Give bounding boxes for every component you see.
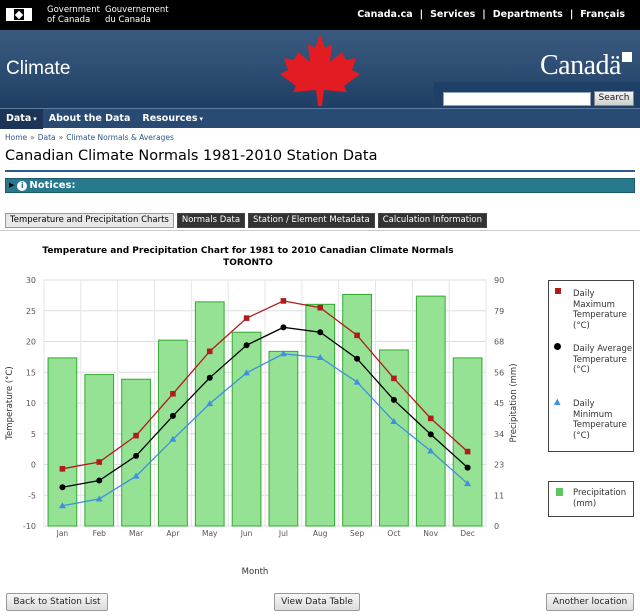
x-axis-label: Month — [241, 567, 269, 577]
breadcrumb-home[interactable]: Home — [5, 133, 28, 142]
precip-bar-nov — [416, 296, 445, 526]
tab-station-element-metadata[interactable]: Station / Element Metadata — [248, 213, 375, 228]
y-left-tick-label: -5 — [28, 491, 36, 501]
y-right-tick-label: 11 — [494, 491, 505, 501]
chart-panel — [0, 230, 640, 590]
main-nav — [0, 108, 640, 128]
y-right-tick-label: 56 — [494, 368, 505, 378]
y-right-tick-label: 0 — [494, 522, 500, 531]
x-tick-label: Sep — [350, 529, 365, 538]
x-tick-label: Dec — [460, 529, 475, 538]
expand-triangle-icon: ▶ — [9, 181, 15, 189]
avg-temp-point-oct — [391, 397, 397, 403]
max-temp-point-dec — [465, 449, 471, 455]
max-temp-point-jan — [60, 466, 66, 472]
government-of-canada-label: Government of Canada — [47, 5, 101, 25]
nav-about-the-data[interactable]: About the Data — [48, 112, 131, 124]
notices-label: Notices: — [29, 180, 76, 191]
avg-temp-point-jul — [280, 324, 286, 330]
y-left-tick-label: -10 — [22, 522, 36, 531]
precipitation-legend — [548, 481, 634, 517]
y-left-tick-label: 20 — [25, 337, 36, 347]
y-right-tick-label: 45 — [494, 399, 505, 408]
precip-bar-sep — [343, 294, 372, 526]
x-tick-label: Mar — [129, 529, 144, 538]
breadcrumb: Home » Data » Climate Normals & Averages — [5, 133, 174, 142]
y-left-tick-label: 25 — [25, 306, 36, 316]
x-tick-label: Jul — [278, 529, 288, 538]
canada-ca-link[interactable]: Canada.ca — [357, 9, 413, 20]
y-right-tick-label: 23 — [494, 460, 505, 470]
precip-bar-apr — [159, 340, 188, 526]
y-right-axis-label: Precipitation (mm) — [509, 363, 519, 443]
tab-strip — [5, 213, 490, 228]
info-icon: i — [17, 181, 27, 191]
another-location-button[interactable]: Another location — [546, 593, 634, 611]
legend-min-temp: Daily Minimum Temperature (°C) — [573, 399, 627, 441]
max-temp-point-aug — [317, 305, 323, 311]
avg-temp-point-apr — [170, 413, 176, 419]
max-temp-point-jun — [244, 315, 250, 321]
legend-precip: Precipitation (mm) — [573, 488, 627, 509]
gouvernement-du-canada-label: Gouvernement du Canada — [105, 5, 169, 25]
canada-wordmark: Canadä — [540, 50, 621, 81]
wordmark-flag-icon — [622, 52, 632, 62]
max-temp-point-may — [207, 349, 213, 355]
breadcrumb-climate-normals[interactable]: Climate Normals & Averages — [66, 133, 174, 142]
precip-bar-mar — [122, 379, 151, 526]
legend-marker-max-icon — [555, 287, 561, 298]
y-right-tick-label: 34 — [494, 429, 505, 439]
avg-temp-point-may — [207, 375, 213, 381]
temperature-legend — [548, 280, 634, 452]
government-bar — [0, 0, 640, 30]
avg-temp-point-dec — [465, 465, 471, 471]
title-divider — [5, 170, 635, 172]
francais-link[interactable]: Français — [580, 9, 625, 20]
precip-bar-jul — [269, 351, 298, 526]
x-tick-label: Oct — [387, 529, 401, 538]
precip-bar-feb — [85, 375, 114, 526]
y-left-tick-label: 10 — [25, 399, 36, 408]
precip-bar-jun — [232, 332, 261, 526]
x-tick-label: Aug — [312, 529, 328, 538]
view-data-table-button[interactable]: View Data Table — [274, 593, 360, 611]
temperature-precipitation-chart — [0, 231, 640, 591]
page-title: Canadian Climate Normals 1981-2010 Station Data — [5, 148, 378, 164]
max-temp-point-sep — [354, 333, 360, 339]
y-left-tick-label: 5 — [30, 429, 36, 439]
top-links: Canada.ca | Services | Departments | Français — [350, 9, 632, 20]
nav-resources[interactable]: Resources ▾ — [142, 112, 204, 124]
chevron-down-icon: ▾ — [199, 114, 204, 123]
legend-marker-avg-icon — [554, 343, 561, 354]
services-link[interactable]: Services — [430, 9, 476, 20]
x-tick-label: Nov — [423, 529, 439, 538]
maple-leaf-icon — [272, 30, 368, 108]
notices-toggle[interactable] — [5, 178, 635, 193]
x-tick-label: May — [201, 529, 218, 538]
y-left-tick-label: 0 — [30, 460, 36, 470]
y-left-tick-label: 15 — [25, 368, 36, 378]
canada-flag-icon — [6, 8, 32, 21]
tab-normals-data[interactable]: Normals Data — [177, 213, 245, 228]
max-temp-point-oct — [391, 376, 397, 382]
y-right-tick-label: 79 — [494, 306, 505, 316]
chart-subtitle: TORONTO — [223, 258, 273, 268]
chart-title: Temperature and Precipitation Chart for 1981 to 2010 Canadian Climate Normals — [42, 246, 454, 256]
x-tick-label: Jun — [240, 529, 253, 538]
max-temp-point-apr — [170, 391, 176, 397]
avg-temp-point-mar — [133, 453, 139, 459]
legend-avg-temp: Daily Average Temperature (°C) — [573, 344, 633, 375]
site-title[interactable]: Climate — [6, 58, 71, 79]
avg-temp-point-jun — [244, 342, 250, 348]
y-left-axis-label: Temperature (°C) — [5, 366, 15, 440]
back-to-station-list-button[interactable]: Back to Station List — [6, 593, 108, 611]
tab-temperature-precipitation-charts[interactable]: Temperature and Precipitation Charts — [5, 213, 174, 228]
tab-calculation-information[interactable]: Calculation Information — [378, 213, 487, 228]
search-input[interactable] — [443, 92, 591, 106]
chevron-down-icon: ▾ — [33, 114, 37, 123]
departments-link[interactable]: Departments — [492, 9, 563, 20]
max-temp-point-jul — [281, 298, 287, 304]
x-tick-label: Jan — [56, 529, 69, 538]
legend-marker-min-icon: ▲ — [554, 397, 561, 407]
search-button[interactable]: Search — [594, 91, 634, 106]
precip-bar-jan — [48, 358, 77, 526]
max-temp-point-nov — [428, 416, 434, 422]
legend-marker-precip-icon — [556, 488, 563, 500]
y-left-tick-label: 30 — [25, 276, 36, 285]
breadcrumb-data[interactable]: Data — [37, 133, 56, 142]
avg-temp-point-sep — [354, 356, 360, 362]
avg-temp-point-feb — [96, 477, 102, 483]
avg-temp-point-jan — [59, 484, 65, 490]
precip-bar-aug — [306, 304, 335, 526]
legend-max-temp: Daily Maximum Temperature (°C) — [573, 289, 627, 331]
y-right-tick-label: 90 — [494, 276, 505, 285]
max-temp-point-feb — [96, 459, 102, 465]
avg-temp-point-nov — [428, 431, 434, 437]
avg-temp-point-aug — [317, 329, 323, 335]
x-tick-label: Apr — [166, 529, 180, 538]
x-tick-label: Feb — [92, 529, 106, 538]
max-temp-point-mar — [133, 433, 139, 439]
nav-data[interactable]: Data ▾ — [0, 109, 43, 129]
y-right-tick-label: 68 — [494, 337, 505, 347]
